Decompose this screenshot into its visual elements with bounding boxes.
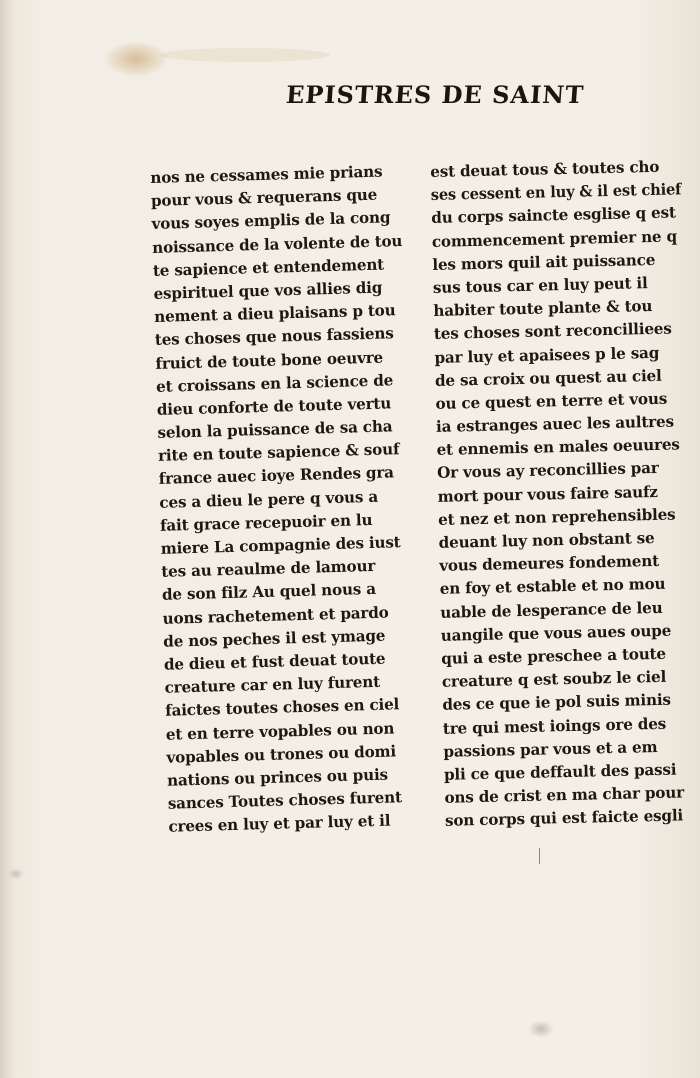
text-line: et nez et non reprehensibles	[437, 504, 676, 529]
text-line: de son filz Au quel nous a	[161, 579, 377, 605]
text-line: ses cessent en luy & il est chief	[430, 179, 682, 205]
text-line: par luy et apaisees p le sag	[434, 342, 660, 367]
text-line: france auec ioye Rendes gra	[158, 462, 395, 489]
paper-stain	[105, 42, 167, 76]
text-line: vopables ou trones ou domi	[166, 741, 397, 767]
text-line: tes choses sont reconcilliees	[433, 318, 672, 344]
text-line: faictes toutes choses en ciel	[164, 694, 400, 721]
text-line: qui a este preschee a toute	[441, 643, 667, 668]
text-line: creature q est soubz le ciel	[441, 666, 667, 691]
text-line: rite en toute sapience & souf	[157, 439, 400, 466]
text-line: du corps saincte esglise q est	[431, 202, 676, 228]
text-line: est deuat tous & toutes cho	[430, 156, 660, 181]
stray-mark	[539, 848, 540, 864]
text-line: vous demeures fondement	[438, 551, 660, 576]
text-line: ou ce quest en terre et vous	[435, 388, 668, 413]
text-line: dieu conforte de toute vertu	[156, 393, 392, 419]
text-line: passions par vous et a em	[443, 736, 658, 761]
text-line: pour vous & requerans que	[150, 184, 378, 211]
text-line: tes au reaulme de lamour	[161, 556, 376, 582]
paper-stain-faint	[160, 48, 330, 62]
text-line: espirituel que vos allies dig	[153, 277, 383, 303]
text-line: fait grace recepuoir en lu	[159, 509, 373, 535]
text-line: uons rachetement et pardo	[162, 602, 389, 628]
text-line: de sa croix ou quest au ciel	[434, 365, 662, 390]
text-line: creature car en luy furent	[164, 671, 381, 697]
text-line: pli ce que deffault des passi	[443, 759, 677, 784]
text-line: miere La compagnie des iust	[160, 532, 401, 558]
text-line: sus tous car en luy peut il	[432, 273, 648, 297]
page-gutter-shadow	[0, 0, 14, 1078]
text-line: des ce que ie pol suis minis	[442, 689, 672, 715]
ink-spot	[528, 1020, 554, 1038]
text-line: mort pour vous faire saufz	[437, 481, 658, 506]
text-line: en foy et estable et no mou	[439, 574, 666, 599]
text-line: son corps qui est faicte esgli	[444, 805, 684, 831]
text-line: tes choses que nous fassiens	[154, 323, 394, 350]
text-column-left	[150, 159, 424, 838]
text-line: noissance de la volente de tou	[151, 230, 403, 257]
text-line: et ennemis en males oeuures	[436, 434, 680, 460]
text-line: habiter toute plante & tou	[433, 296, 653, 321]
text-line: de dieu et fust deuat toute	[163, 648, 386, 674]
text-line: deuant luy non obstant se	[438, 528, 655, 552]
text-line: et en terre vopables ou non	[165, 717, 395, 744]
text-line: Or vous ay reconcillies par	[436, 458, 659, 483]
text-line: ces a dieu le pere q vous a	[159, 486, 379, 512]
text-line: de nos peches il est ymage	[163, 625, 386, 651]
text-line: sances Toutes choses furent	[167, 787, 403, 813]
text-line: les mors quil ait puissance	[432, 249, 656, 274]
text-line: commencement premier ne q	[431, 225, 678, 251]
text-line: selon la puissance de sa cha	[157, 416, 393, 442]
running-head: EPISTRES DE SAINT	[285, 80, 586, 109]
text-line: ons de crist en ma char pour	[444, 782, 685, 807]
text-line: te sapience et entendement	[152, 254, 385, 280]
text-line: uangile que vous aues oupe	[440, 620, 672, 645]
text-line: fruict de toute bone oeuvre	[155, 347, 384, 373]
text-line: ia estranges auec les aultres	[435, 411, 675, 436]
text-line: et croissans en la science de	[155, 369, 394, 396]
text-line: vous soyes emplis de la cong	[151, 207, 391, 234]
text-line: nos ne cessames mie prians	[150, 161, 383, 187]
ink-spot-margin	[8, 868, 24, 880]
text-line: uable de lesperance de leu	[440, 597, 663, 622]
text-line: crees en luy et par luy et il	[168, 810, 391, 836]
text-line: tre qui mest ioings ore des	[442, 713, 667, 738]
text-line: nement a dieu plaisans p tou	[153, 300, 396, 327]
text-line: nations ou princes ou puis	[166, 764, 389, 790]
text-column-right	[430, 154, 700, 832]
